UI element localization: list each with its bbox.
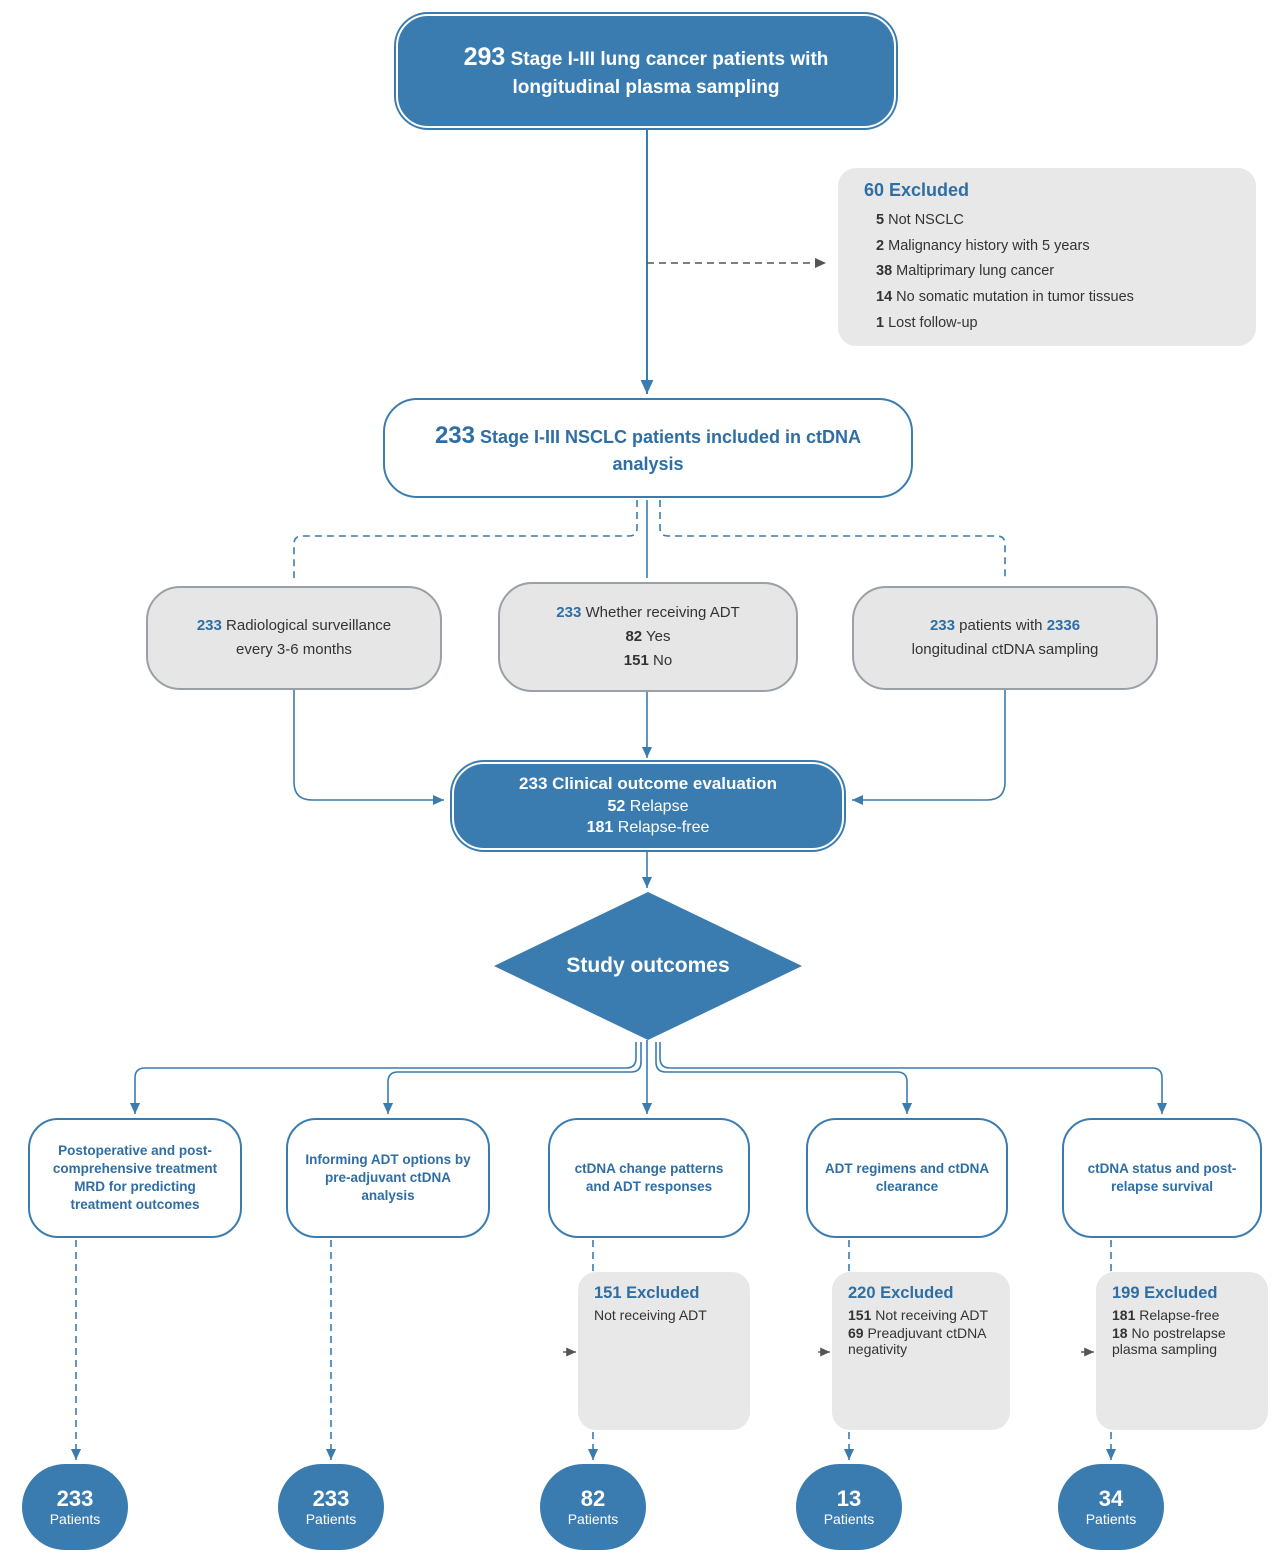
excluded-box-primary <box>838 168 1256 346</box>
branch-line-1 <box>556 603 739 623</box>
total-label: Patients <box>823 1510 875 1527</box>
clinical-label: Clinical outcome evaluation <box>552 773 777 793</box>
diamond-label: Study outcomes <box>566 954 730 977</box>
excluded-item-count: 181 <box>1112 1307 1136 1323</box>
branch-line-2: every 3-6 months <box>236 641 352 658</box>
branch-row-count: 151 <box>623 652 649 670</box>
excluded-box-regimens <box>832 1272 1010 1430</box>
clinical-row-count: 181 <box>586 819 614 837</box>
excluded-item <box>1112 1325 1252 1357</box>
total-label: Patients <box>1085 1510 1137 1527</box>
branch-row-count: 82 <box>625 627 643 645</box>
branch-adt-status <box>498 582 798 692</box>
excluded-item <box>848 1325 994 1357</box>
total-node-change-patterns <box>540 1464 646 1550</box>
branch-line-2: longitudinal ctDNA sampling <box>911 641 1099 658</box>
total-node-mrd <box>22 1464 128 1550</box>
excluded-item-label: No postrelapse plasma sampling <box>1112 1325 1226 1357</box>
excluded-item-label: Not NSCLC <box>888 212 964 229</box>
total-node-regimens <box>796 1464 902 1550</box>
excluded-item <box>594 1307 734 1323</box>
outcome-box-post-relapse <box>1062 1118 1262 1238</box>
top-node-label: Stage I-III lung cancer patients with longitudinal plasma sampling <box>510 49 829 99</box>
excluded-box-post-relapse <box>1096 1272 1268 1430</box>
excluded-header: 199 Excluded <box>1112 1284 1218 1302</box>
excluded-item-label: No somatic mutation in tumor tissues <box>896 288 1134 305</box>
outcome-box-change-patterns <box>548 1118 750 1238</box>
excluded-item <box>876 262 1054 282</box>
excluded-box-change-patterns <box>578 1272 750 1430</box>
branch-label: Radiological surveillance <box>221 616 392 634</box>
clinical-line-1 <box>519 773 777 796</box>
clinical-row-label: Relapse <box>629 797 689 815</box>
total-count: 233 <box>312 1485 350 1511</box>
branch-count: 233 <box>929 616 955 634</box>
excluded-item <box>876 237 1090 257</box>
excluded-item <box>876 211 964 231</box>
total-count: 34 <box>1098 1485 1124 1511</box>
clinical-count: 233 <box>519 773 548 793</box>
excluded-item-label: Lost follow-up <box>888 314 978 331</box>
branch-ctdna-sampling <box>852 586 1158 690</box>
excluded-item <box>876 288 1134 308</box>
excluded-item <box>876 314 978 334</box>
excluded-item-count: 1 <box>876 314 885 331</box>
excluded-item-count: 5 <box>876 212 885 229</box>
excluded-item-label: Maltiprimary lung cancer <box>896 263 1055 280</box>
excluded-item-label: Not receiving ADT <box>875 1307 989 1323</box>
excluded-header: 220 Excluded <box>848 1284 954 1302</box>
branch-radiological-surveillance <box>146 586 442 690</box>
clinical-row <box>587 817 710 839</box>
total-count: 13 <box>836 1485 862 1511</box>
branch-label: Whether receiving ADT <box>581 603 740 621</box>
branch-line-1 <box>930 616 1080 636</box>
node-study-outcomes <box>494 892 802 1040</box>
node-clinical-outcome <box>452 762 844 850</box>
branch-count: 233 <box>196 616 222 634</box>
excluded-item-count: 151 <box>848 1307 872 1323</box>
branch-line-1 <box>197 616 391 636</box>
excluded-item-count: 18 <box>1112 1325 1128 1341</box>
branch-row-label: Yes <box>646 627 671 645</box>
excluded-item <box>1112 1307 1252 1323</box>
outcome-label: ctDNA change patterns and ADT responses <box>574 1160 724 1194</box>
total-node-post-relapse <box>1058 1464 1164 1550</box>
branch-row <box>625 627 670 647</box>
outcome-box-mrd <box>28 1118 242 1238</box>
excluded-item-count: 38 <box>876 263 893 280</box>
total-label: Patients <box>567 1510 619 1527</box>
outcome-label: Postoperative and post-comprehensive treatment MRD for predicting treatment outcomes <box>52 1142 218 1213</box>
node-total-patients <box>396 14 896 128</box>
clinical-row-count: 52 <box>607 797 626 815</box>
outcome-box-pre-adjuvant <box>286 1118 490 1238</box>
clinical-row <box>608 796 689 818</box>
top-node-count: 293 <box>463 43 506 72</box>
excluded-item <box>848 1307 994 1323</box>
outcome-label: Informing ADT options by pre-adjuvant ctDNA analysis <box>305 1151 471 1204</box>
outcome-label: ADT regimens and ctDNA clearance <box>824 1160 990 1194</box>
outcome-label: ctDNA status and post-relapse survival <box>1087 1160 1237 1194</box>
total-label: Patients <box>305 1510 357 1527</box>
excluded-header: 151 Excluded <box>594 1284 700 1302</box>
excluded-item-count: 2 <box>876 237 885 254</box>
clinical-row-label: Relapse-free <box>617 819 710 837</box>
included-node-text <box>415 420 881 477</box>
excluded-item-label: Malignancy history with 5 years <box>888 237 1090 254</box>
total-node-pre-adjuvant <box>278 1464 384 1550</box>
branch-count-2: 2336 <box>1046 616 1081 634</box>
branch-count: 233 <box>556 603 582 621</box>
branch-label-mid: patients with <box>954 616 1047 634</box>
excluded-header: 60 Excluded <box>864 179 970 200</box>
included-node-label: Stage I-III NSCLC patients included in ctDNA analysis <box>480 426 862 475</box>
total-count: 82 <box>580 1485 606 1511</box>
top-node-text <box>424 41 868 100</box>
included-node-count: 233 <box>434 421 475 449</box>
excluded-item-label: Relapse-free <box>1139 1307 1220 1323</box>
branch-row-label: No <box>653 652 673 670</box>
excluded-item-label: Not receiving ADT <box>594 1307 707 1323</box>
excluded-item-count: 14 <box>876 288 893 305</box>
total-label: Patients <box>49 1510 101 1527</box>
branch-row <box>624 651 672 671</box>
node-included-patients <box>383 398 913 498</box>
total-count: 233 <box>56 1485 94 1511</box>
excluded-item-count: 69 <box>848 1325 864 1341</box>
excluded-item-label: Preadjuvant ctDNA negativity <box>848 1325 986 1357</box>
outcome-box-regimens <box>806 1118 1008 1238</box>
